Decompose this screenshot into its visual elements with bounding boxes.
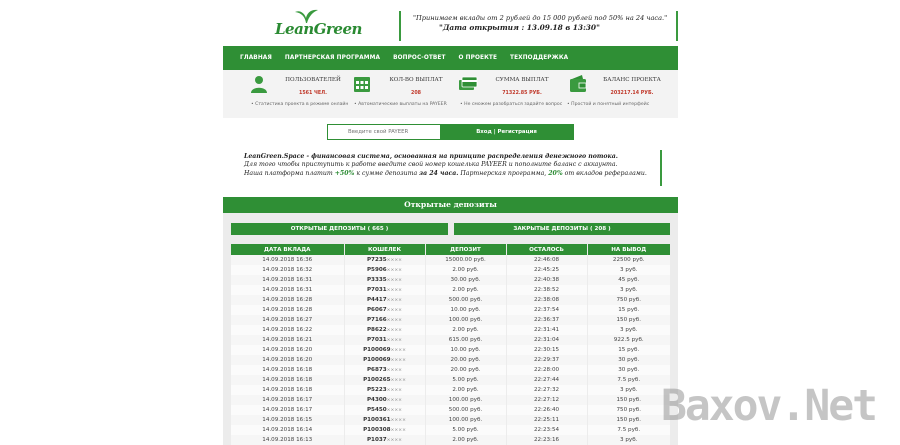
cell-deposit: 100.00 руб. bbox=[425, 315, 506, 325]
cell-payout: 150 руб. bbox=[587, 395, 670, 405]
cell-remaining: 22:27:12 bbox=[506, 395, 587, 405]
cell-remaining: 22:28:00 bbox=[506, 365, 587, 375]
table-row bbox=[231, 335, 670, 345]
wallet-id: P1037 bbox=[366, 437, 387, 443]
desc-line-3b: к сумме депозита bbox=[354, 169, 420, 177]
cell-date: 14.09.2018 16:28 bbox=[231, 305, 344, 315]
cell-payout: 150 руб. bbox=[587, 315, 670, 325]
cell-remaining: 22:26:40 bbox=[506, 405, 587, 415]
cell-deposit: 615.00 руб. bbox=[425, 335, 506, 345]
cell-wallet bbox=[344, 395, 425, 405]
page bbox=[223, 0, 678, 445]
cell-wallet bbox=[344, 425, 425, 435]
stat-payouts-count-title: КОЛ-ВО ВЫПЛАТ bbox=[389, 77, 443, 83]
cell-date: 14.09.2018 16:14 bbox=[231, 425, 344, 435]
cell-deposit: 30.00 руб. bbox=[425, 275, 506, 285]
stat-balance-title: БАЛАНС ПРОЕКТА bbox=[603, 77, 661, 83]
wallet-icon bbox=[568, 74, 588, 94]
stat-payouts-count-value: 208 bbox=[410, 91, 421, 96]
cell-date: 14.09.2018 16:17 bbox=[231, 405, 344, 415]
cell-payout: 3 руб. bbox=[587, 435, 670, 445]
wallet-mask: ×××× bbox=[390, 378, 406, 383]
cell-deposit: 2.00 руб. bbox=[425, 435, 506, 445]
cell-payout: 3 руб. bbox=[587, 385, 670, 395]
cell-wallet bbox=[344, 375, 425, 385]
deposits-table bbox=[231, 244, 670, 445]
deposits-title: Открытые депозиты bbox=[223, 197, 678, 213]
cell-date: 14.09.2018 16:15 bbox=[231, 415, 344, 425]
cell-deposit: 100.00 руб. bbox=[425, 395, 506, 405]
table-row bbox=[231, 255, 670, 265]
cell-date: 14.09.2018 16:17 bbox=[231, 395, 344, 405]
stat-balance-value: 203217.14 РУБ. bbox=[610, 91, 654, 96]
promo-banner bbox=[399, 11, 678, 41]
wallet-id: P4300 bbox=[366, 397, 387, 403]
cell-payout: 15 руб. bbox=[587, 305, 670, 315]
stat-payouts-count bbox=[352, 74, 457, 100]
cell-payout: 7.5 руб. bbox=[587, 375, 670, 385]
table-row bbox=[231, 305, 670, 315]
cell-date: 14.09.2018 16:27 bbox=[231, 315, 344, 325]
cell-date: 14.09.2018 16:28 bbox=[231, 295, 344, 305]
calendar-icon bbox=[352, 74, 372, 94]
cell-payout: 45 руб. bbox=[587, 275, 670, 285]
stat-payouts-sum-title: СУММА ВЫПЛАТ bbox=[495, 77, 549, 83]
table-row bbox=[231, 325, 670, 335]
cell-remaining: 22:37:54 bbox=[506, 305, 587, 315]
payeer-input[interactable] bbox=[328, 125, 440, 139]
wallet-mask: ×××× bbox=[386, 318, 403, 323]
wallet-id: P7235 bbox=[366, 257, 387, 263]
wallet-mask: ×××× bbox=[386, 368, 403, 373]
wallet-mask: ×××× bbox=[386, 268, 403, 273]
cell-deposit: 10.00 руб. bbox=[425, 305, 506, 315]
wallet-id: P7031 bbox=[366, 287, 387, 293]
desc-period: за 24 часа. bbox=[419, 169, 459, 177]
wallet-mask: ×××× bbox=[386, 308, 403, 313]
cell-remaining: 22:23:54 bbox=[506, 425, 587, 435]
desc-line-2: Для того чтобы приступить к работе введите свой номер кошелька PAYEER и пополните баланс с аккаунта. bbox=[244, 161, 618, 169]
desc-line-3a: Наша платформа платит bbox=[244, 169, 335, 177]
nav-support[interactable]: ТЕХПОДДЕРЖКА bbox=[510, 55, 569, 61]
cell-date: 14.09.2018 16:32 bbox=[231, 265, 344, 275]
table-row bbox=[231, 365, 670, 375]
cell-wallet bbox=[344, 435, 425, 445]
cell-payout: 150 руб. bbox=[587, 415, 670, 425]
wallet-id: P6067 bbox=[366, 307, 387, 313]
cell-deposit: 100.00 руб. bbox=[425, 415, 506, 425]
wallet-mask: ×××× bbox=[386, 398, 403, 403]
col-date: ДАТА ВКЛАДА bbox=[231, 244, 344, 255]
nav-home[interactable]: ГЛАВНАЯ bbox=[240, 55, 272, 61]
header bbox=[223, 0, 678, 46]
table-row bbox=[231, 265, 670, 275]
wallet-id: P7031 bbox=[366, 337, 387, 343]
cell-date: 14.09.2018 16:31 bbox=[231, 285, 344, 295]
cell-deposit: 500.00 руб. bbox=[425, 405, 506, 415]
wallet-mask: ×××× bbox=[386, 298, 403, 303]
cell-remaining: 22:40:38 bbox=[506, 275, 587, 285]
cell-payout: 7.5 руб. bbox=[587, 425, 670, 435]
cell-date: 14.09.2018 16:18 bbox=[231, 365, 344, 375]
wallet-mask: ×××× bbox=[386, 258, 403, 263]
table-row bbox=[231, 345, 670, 355]
wallet-mask: ×××× bbox=[386, 408, 403, 413]
cell-wallet bbox=[344, 405, 425, 415]
wallet-id: P100069 bbox=[363, 357, 391, 363]
wallet-id: P100308 bbox=[363, 427, 391, 433]
logo-text: LeanGreen bbox=[275, 20, 362, 38]
cell-deposit: 2.00 руб. bbox=[425, 385, 506, 395]
cell-deposit: 20.00 руб. bbox=[425, 365, 506, 375]
nav-faq[interactable]: ВОПРОС-ОТВЕТ bbox=[393, 55, 446, 61]
cell-deposit: 2.00 руб. bbox=[425, 285, 506, 295]
table-row bbox=[231, 275, 670, 285]
cell-date: 14.09.2018 16:20 bbox=[231, 355, 344, 365]
wallet-id: P8622 bbox=[366, 327, 387, 333]
cell-date: 14.09.2018 16:13 bbox=[231, 435, 344, 445]
col-wallet: КОШЕЛЕК bbox=[344, 244, 425, 255]
cell-wallet bbox=[344, 335, 425, 345]
col-deposit: ДЕПОЗИТ bbox=[425, 244, 506, 255]
cell-wallet bbox=[344, 265, 425, 275]
cell-wallet bbox=[344, 305, 425, 315]
stat-note-3: • Не сможем разобраться задайте вопрос bbox=[460, 102, 563, 107]
nav-partner-program[interactable]: ПАРТНЕРСКАЯ ПРОГРАММА bbox=[284, 55, 381, 61]
cell-wallet bbox=[344, 415, 425, 425]
cell-payout: 3 руб. bbox=[587, 265, 670, 275]
cell-remaining: 22:27:44 bbox=[506, 375, 587, 385]
cell-payout: 750 руб. bbox=[587, 405, 670, 415]
tab-open-deposits[interactable]: ОТКРЫТЫЕ ДЕПОЗИТЫ ( 665 ) bbox=[231, 223, 448, 235]
cell-remaining: 22:23:16 bbox=[506, 435, 587, 445]
cell-remaining: 22:31:04 bbox=[506, 335, 587, 345]
wallet-id: P5450 bbox=[366, 407, 387, 413]
cell-deposit: 2.00 руб. bbox=[425, 265, 506, 275]
wallet-id: P100361 bbox=[363, 417, 391, 423]
desc-ref-percent: 20% bbox=[548, 169, 563, 177]
col-remaining: ОСТАЛОСЬ bbox=[506, 244, 587, 255]
wallet-mask: ×××× bbox=[386, 388, 403, 393]
wallet-mask: ×××× bbox=[386, 288, 403, 293]
stat-users bbox=[249, 74, 354, 100]
main-nav bbox=[223, 46, 678, 70]
card-icon bbox=[458, 74, 478, 94]
cell-payout: 750 руб. bbox=[587, 295, 670, 305]
cell-payout: 22500 руб. bbox=[587, 255, 670, 265]
table-row bbox=[231, 295, 670, 305]
cell-date: 14.09.2018 16:22 bbox=[231, 325, 344, 335]
cell-deposit: 20.00 руб. bbox=[425, 355, 506, 365]
users-icon bbox=[249, 74, 269, 94]
cell-payout: 30 руб. bbox=[587, 355, 670, 365]
wallet-id: P4417 bbox=[366, 297, 387, 303]
wallet-id: P6873 bbox=[366, 367, 387, 373]
desc-lead: - финансовая система, основанная на принципе распределения денежного потока. bbox=[304, 153, 618, 160]
cell-payout: 3 руб. bbox=[587, 285, 670, 295]
table-row bbox=[231, 315, 670, 325]
cell-deposit: 15000.00 руб. bbox=[425, 255, 506, 265]
wallet-mask: ×××× bbox=[386, 438, 403, 443]
table-row bbox=[231, 355, 670, 365]
wallet-mask: ×××× bbox=[390, 428, 406, 433]
logo[interactable] bbox=[273, 8, 362, 38]
stat-note-2: • Автоматические выплаты на PAYEER bbox=[354, 102, 447, 107]
promo-line-1: "Принимаем вклады от 2 рублей до 15 000 рублей под 50% на 24 часа." bbox=[413, 14, 668, 22]
cell-wallet bbox=[344, 255, 425, 265]
cell-date: 14.09.2018 16:20 bbox=[231, 345, 344, 355]
table-row bbox=[231, 435, 670, 445]
cell-payout: 3 руб. bbox=[587, 325, 670, 335]
cell-payout: 15 руб. bbox=[587, 345, 670, 355]
cell-remaining: 22:36:37 bbox=[506, 315, 587, 325]
stat-note-1: • Статистика проекта в режиме онлайн bbox=[251, 102, 349, 107]
cell-date: 14.09.2018 16:36 bbox=[231, 255, 344, 265]
cell-wallet bbox=[344, 295, 425, 305]
cell-wallet bbox=[344, 285, 425, 295]
stat-payouts-sum-value: 71322.85 РУБ. bbox=[502, 91, 542, 96]
cell-remaining: 22:30:15 bbox=[506, 345, 587, 355]
deposits-area bbox=[223, 213, 678, 445]
login-form bbox=[327, 124, 574, 140]
cell-date: 14.09.2018 16:18 bbox=[231, 375, 344, 385]
stat-users-value: 1561 ЧЕЛ. bbox=[299, 91, 327, 96]
table-row bbox=[231, 375, 670, 385]
cell-deposit: 500.00 руб. bbox=[425, 295, 506, 305]
desc-line-3d: от вкладов рефералами. bbox=[562, 169, 647, 177]
login-register-button[interactable]: Вход | Регистрация bbox=[440, 125, 573, 139]
cell-remaining: 22:46:08 bbox=[506, 255, 587, 265]
cell-deposit: 2.00 руб. bbox=[425, 325, 506, 335]
stat-note-4: • Простой и понятный интерфейс bbox=[567, 102, 650, 107]
wallet-id: P5906 bbox=[366, 267, 387, 273]
table-row bbox=[231, 395, 670, 405]
desc-line-3c: Партнерская программа, bbox=[458, 169, 549, 177]
cell-wallet bbox=[344, 365, 425, 375]
table-row bbox=[231, 285, 670, 295]
wallet-id: P100069 bbox=[363, 347, 391, 353]
cell-remaining: 22:25:11 bbox=[506, 415, 587, 425]
desc-percent: +50% bbox=[334, 169, 355, 177]
wallet-mask: ×××× bbox=[386, 338, 403, 343]
stats-bar bbox=[223, 70, 678, 118]
tab-closed-deposits[interactable]: ЗАКРЫТЫЕ ДЕПОЗИТЫ ( 208 ) bbox=[454, 223, 670, 235]
cell-wallet bbox=[344, 275, 425, 285]
cell-remaining: 22:45:25 bbox=[506, 265, 587, 275]
cell-payout: 30 руб. bbox=[587, 365, 670, 375]
stat-balance bbox=[568, 74, 673, 100]
project-description bbox=[239, 150, 662, 186]
table-row bbox=[231, 415, 670, 425]
wallet-id: P7166 bbox=[366, 317, 387, 323]
table-row bbox=[231, 385, 670, 395]
cell-deposit: 5.00 руб. bbox=[425, 375, 506, 385]
col-payout: НА ВЫВОД bbox=[587, 244, 670, 255]
cell-remaining: 22:38:08 bbox=[506, 295, 587, 305]
wallet-mask: ×××× bbox=[386, 278, 403, 283]
desc-brand: LeanGreen.Space bbox=[244, 153, 305, 160]
cell-remaining: 22:27:32 bbox=[506, 385, 587, 395]
promo-line-2: "Дата открытия : 13.09.18 в 13:30" bbox=[439, 23, 600, 32]
wallet-id: P5223 bbox=[366, 387, 387, 393]
table-row bbox=[231, 425, 670, 435]
cell-wallet bbox=[344, 385, 425, 395]
wallet-mask: ×××× bbox=[390, 358, 406, 363]
cell-payout: 922.5 руб. bbox=[587, 335, 670, 345]
cell-wallet bbox=[344, 315, 425, 325]
cell-remaining: 22:29:37 bbox=[506, 355, 587, 365]
wallet-mask: ×××× bbox=[386, 328, 403, 333]
cell-remaining: 22:31:41 bbox=[506, 325, 587, 335]
cell-wallet bbox=[344, 345, 425, 355]
watermark: Baxov.Net bbox=[661, 381, 876, 431]
cell-date: 14.09.2018 16:21 bbox=[231, 335, 344, 345]
wallet-id: P100265 bbox=[363, 377, 391, 383]
wallet-mask: ×××× bbox=[390, 348, 406, 353]
cell-remaining: 22:38:52 bbox=[506, 285, 587, 295]
deposits-table-body bbox=[231, 255, 670, 445]
stat-users-title: ПОЛЬЗОВАТЕЛЕЙ bbox=[285, 77, 341, 83]
cell-date: 14.09.2018 16:18 bbox=[231, 385, 344, 395]
table-row bbox=[231, 405, 670, 415]
nav-about[interactable]: О ПРОЕКТЕ bbox=[458, 55, 498, 61]
wallet-mask: ×××× bbox=[390, 418, 406, 423]
wallet-id: P3335 bbox=[366, 277, 387, 283]
cell-deposit: 10.00 руб. bbox=[425, 345, 506, 355]
table-header-row bbox=[231, 244, 670, 255]
cell-date: 14.09.2018 16:31 bbox=[231, 275, 344, 285]
cell-wallet bbox=[344, 325, 425, 335]
cell-wallet bbox=[344, 355, 425, 365]
cell-deposit: 5.00 руб. bbox=[425, 425, 506, 435]
stat-payouts-sum bbox=[458, 74, 563, 100]
